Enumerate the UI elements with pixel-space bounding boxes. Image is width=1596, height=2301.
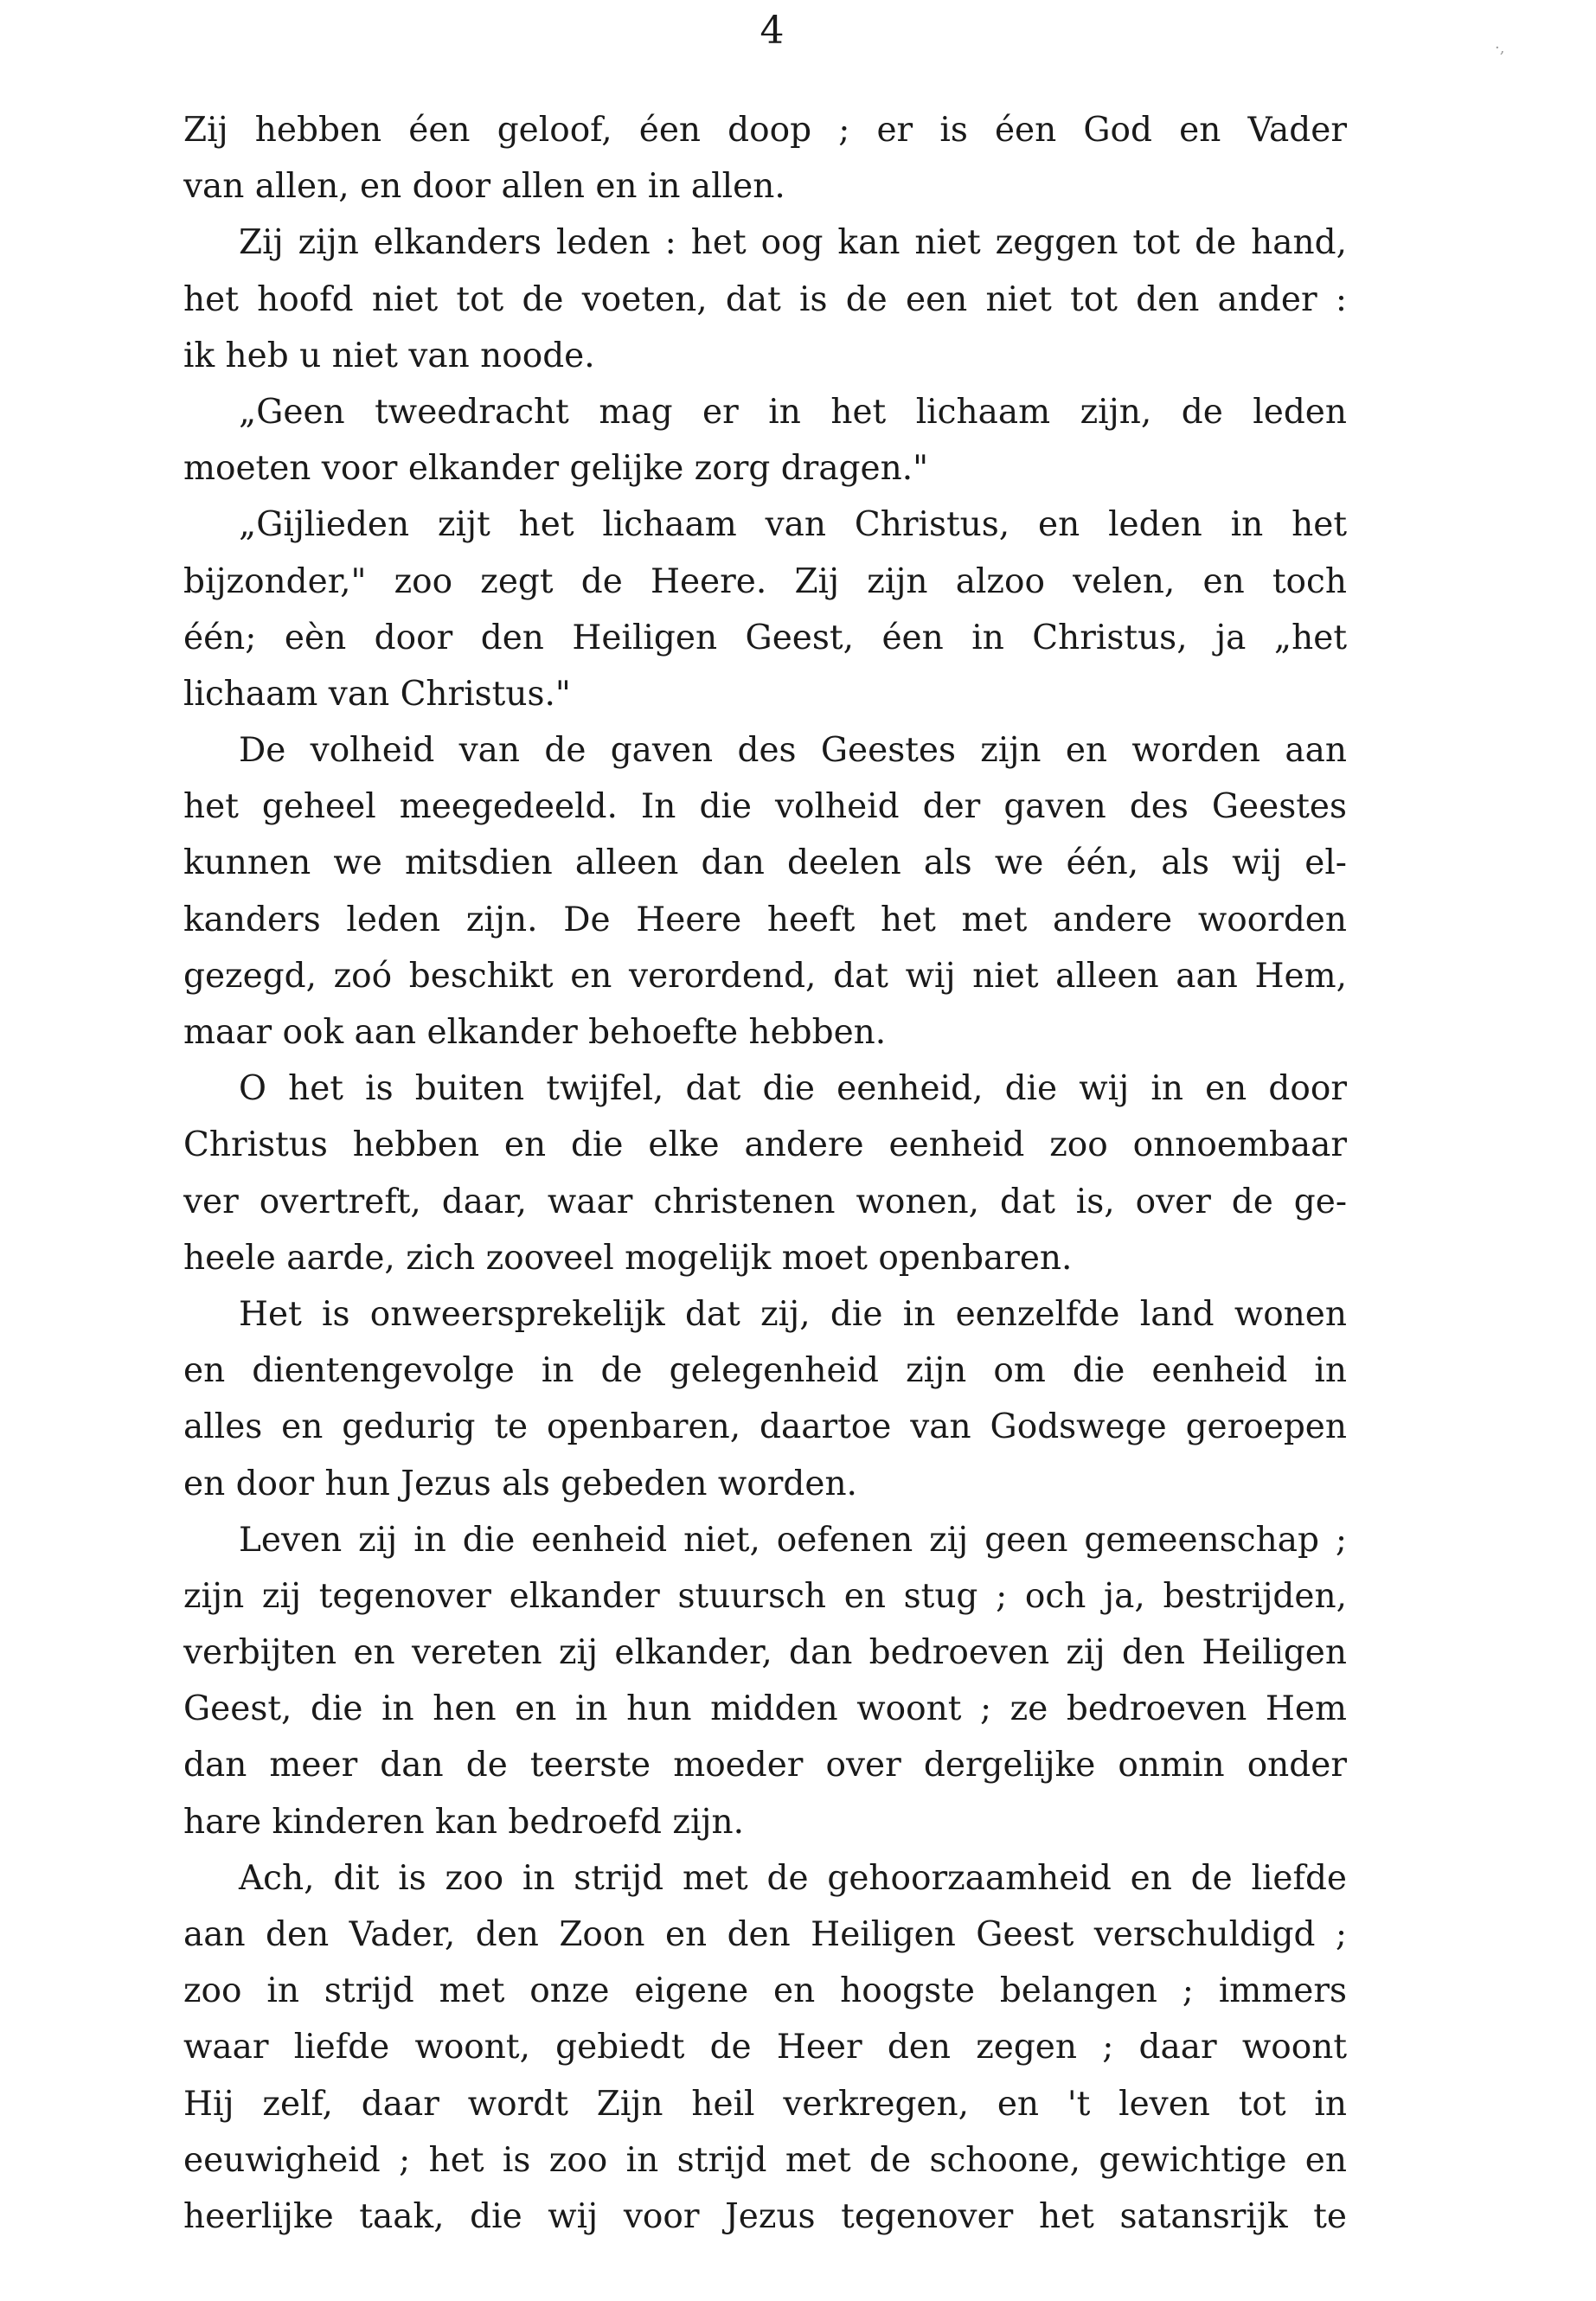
text-line: verbijten en vereten zij elkander, dan bedroeven zij den Heiligen: [183, 1633, 1347, 1673]
text-line: maar ook aan elkander behoefte hebben.: [183, 1013, 887, 1052]
text-line: kunnen we mitsdien alleen dan deelen als we één, als wij el-: [183, 843, 1347, 883]
text-line: waar liefde woont, gebiedt de Heer den zegen ; daar woont: [183, 2028, 1347, 2067]
stray-mark: ·,: [1495, 39, 1505, 57]
text-line: Geest, die in hen en in hun midden woont ; ze bedroeven Hem: [183, 1689, 1347, 1729]
text-line: „Geen tweedracht mag er in het lichaam zijn, de leden: [239, 392, 1347, 432]
text-line: aan den Vader, den Zoon en den Heiligen Geest verschuldigd ;: [183, 1915, 1347, 1954]
text-line: gezegd, zoó beschikt en verordend, dat wij niet alleen aan Hem,: [183, 956, 1347, 996]
text-line: Zij hebben éen geloof, éen doop ; er is éen God en Vader: [183, 111, 1347, 150]
text-line: O het is buiten twijfel, dat die eenheid, die wij in en door: [239, 1069, 1347, 1109]
page-number: 4: [760, 9, 785, 53]
text-line: heele aarde, zich zooveel mogelijk moet openbaren.: [183, 1238, 1073, 1278]
text-line: bijzonder," zoo zegt de Heere. Zij zijn alzoo velen, en toch: [183, 561, 1347, 601]
text-line: Christus hebben en die elke andere eenheid zoo onnoembaar: [183, 1125, 1347, 1165]
text-line: het hoofd niet tot de voeten, dat is de een niet tot den ander :: [183, 279, 1347, 319]
text-line: van allen, en door allen en in allen.: [183, 167, 785, 207]
text-line: dan meer dan de teerste moeder over dergelijke onmin onder: [183, 1746, 1347, 1785]
text-line: één; eèn door den Heiligen Geest, éen in Christus, ja „het: [183, 618, 1347, 657]
text-line: ver overtreft, daar, waar christenen wonen, dat is, over de ge-: [183, 1182, 1347, 1221]
text-line: ik heb u niet van noode.: [183, 336, 595, 375]
text-line: heerlijke taak, die wij voor Jezus tegenover het satansrijk te: [183, 2196, 1347, 2236]
text-line: Zij zijn elkanders leden : het oog kan niet zeggen tot de hand,: [239, 223, 1347, 263]
text-line: lichaam van Christus.": [183, 674, 571, 714]
text-line: kanders leden zijn. De Heere heeft het met andere woorden: [183, 900, 1347, 939]
text-line: eeuwigheid ; het is zoo in strijd met de schoone, gewichtige en: [183, 2140, 1347, 2180]
text-line: hare kinderen kan bedroefd zijn.: [183, 1802, 745, 1842]
text-line: Hij zelf, daar wordt Zijn heil verkregen, en 't leven tot in: [183, 2084, 1347, 2124]
text-line: en door hun Jezus als gebeden worden.: [183, 1464, 857, 1503]
text-line: en dientengevolge in de gelegenheid zijn om die eenheid in: [183, 1351, 1347, 1391]
text-line: zoo in strijd met onze eigene en hoogste belangen ; immers: [183, 1971, 1347, 2011]
text-line: Ach, dit is zoo in strijd met de gehoorzaamheid en de liefde: [239, 1858, 1347, 1898]
text-line: Het is onweersprekelijk dat zij, die in eenzelfde land wonen: [239, 1294, 1347, 1334]
body-text: [183, 102, 1347, 2245]
text-line: alles en gedurig te openbaren, daartoe van Godswege geroepen: [183, 1407, 1347, 1447]
text-line: het geheel meegedeeld. In die volheid der gaven des Geestes: [183, 787, 1347, 827]
text-line: De volheid van de gaven des Geestes zijn en worden aan: [239, 731, 1347, 771]
text-line: zijn zij tegenover elkander stuursch en stug ; och ja, bestrijden,: [183, 1576, 1347, 1616]
text-line: Leven zij in die eenheid niet, oefenen zij geen gemeenschap ;: [239, 1520, 1347, 1560]
text-line: „Gijlieden zijt het lichaam van Christus, en leden in het: [239, 505, 1347, 545]
text-line: moeten voor elkander gelijke zorg dragen.": [183, 449, 929, 489]
